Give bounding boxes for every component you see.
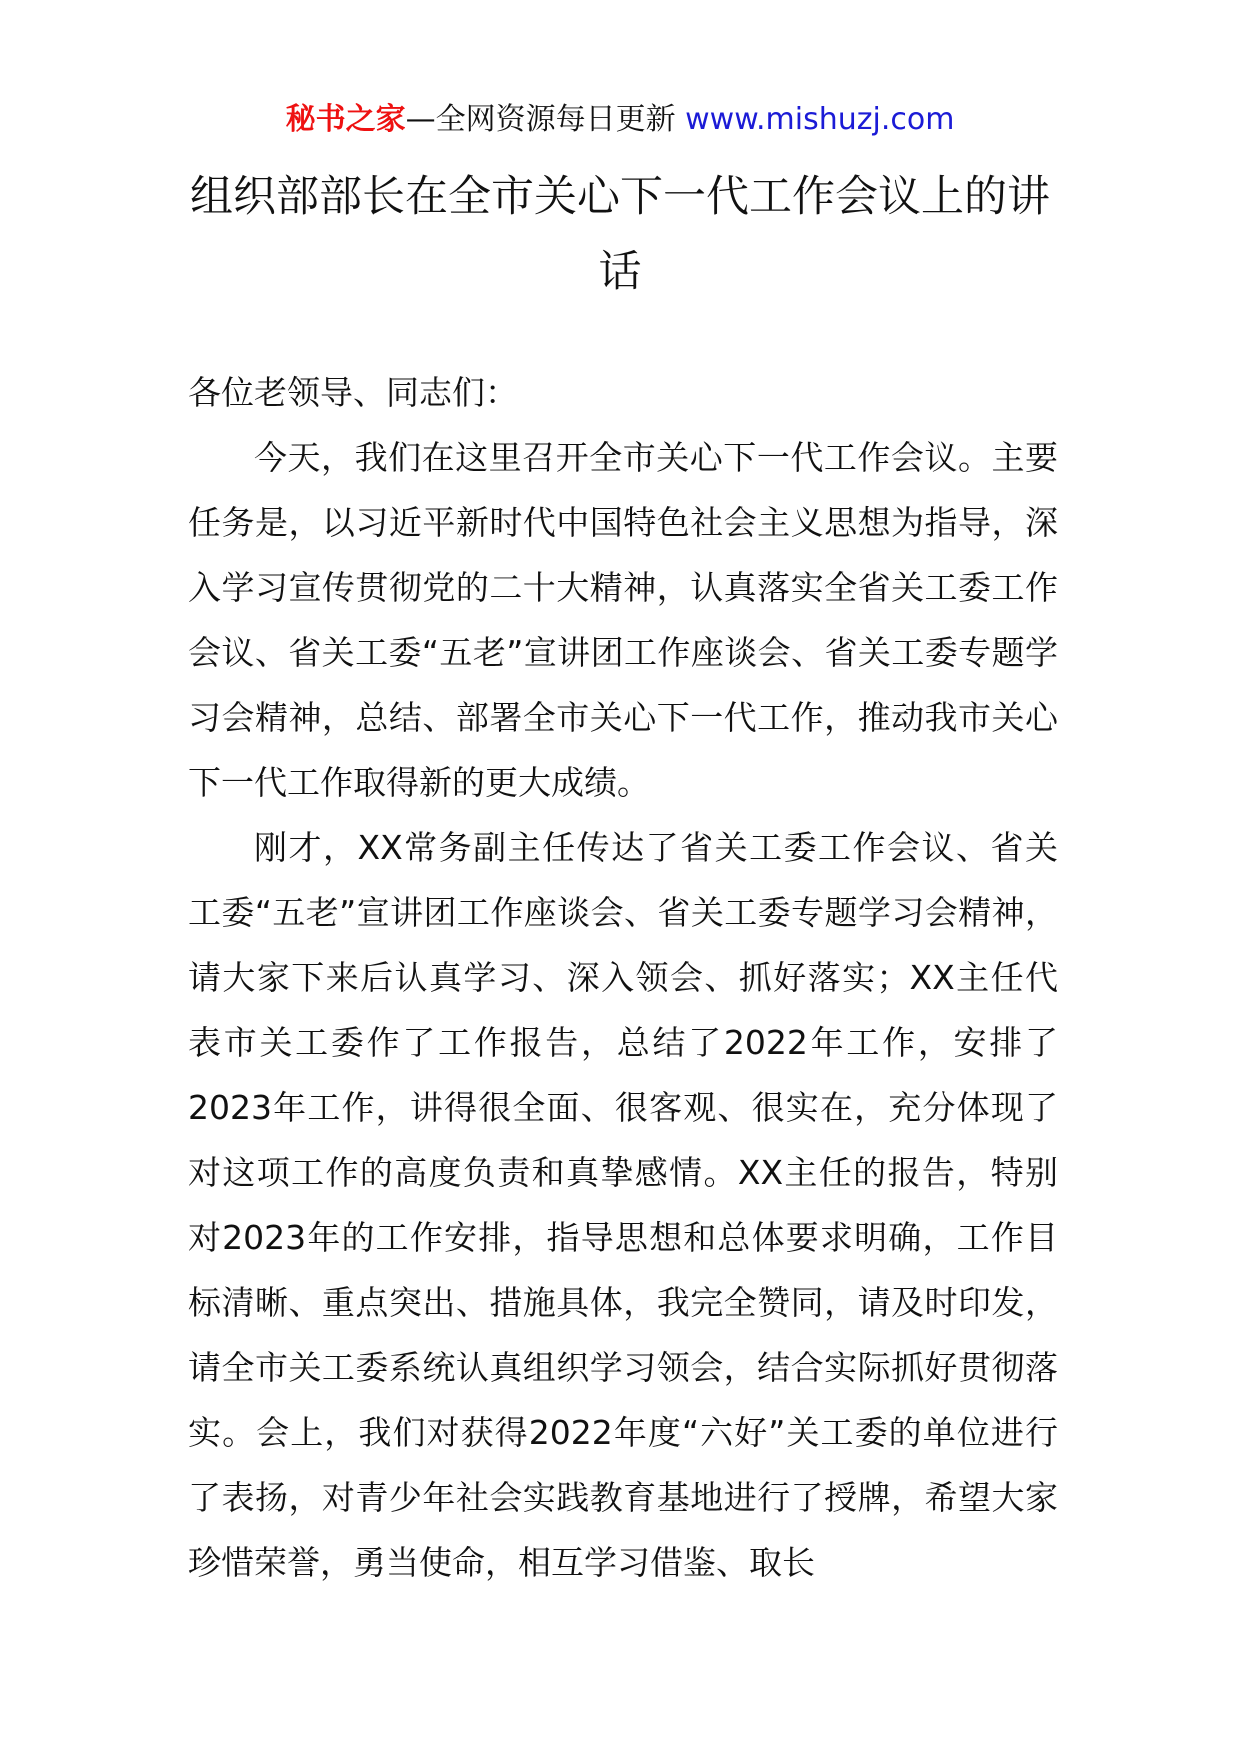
paragraph-2: 刚才，XX常务副主任传达了省关工委工作会议、省关工委“五老”宣讲团工作座谈会、省关工委专题学习会精神，请大家下来后认真学习、深入领会、抓好落实；XX主任代表市关工委作了工作报告，总结了2022年工作，安排了2023年工作，讲得很全面、很客观、很实在，充分体现了对这项工作的高度负责和真挚感情。XX主任的报告，特别对2023年的工作安排，指导思想和总体要求明确，工作目标清晰、重点突出、措施具体，我完全赞同，请及时印发，请全市关工委系统认真组织学习领会，结合实际抓好贯彻落实。会上，我们对获得2022年度“六好”关工委的单位进行了表扬，对青少年社会实践教育基地进行了授牌，希望大家珍惜荣誉，勇当使命，相互学习借鉴、取长 xyxy=(188,828,1058,1582)
page-header xyxy=(0,100,1240,140)
document-title: 组织部部长在全市关心下一代工作会议上的讲话 xyxy=(190,172,1050,297)
document-body xyxy=(188,360,1058,1595)
header-slogan: —全网资源每日更新 xyxy=(405,102,676,137)
site-url-link[interactable]: www.mishuzj.com xyxy=(685,102,955,137)
brand-name: 秘书之家 xyxy=(285,102,406,137)
salutation: 各位老领导、同志们： xyxy=(188,373,518,412)
paragraph-1: 今天，我们在这里召开全市关心下一代工作会议。主要任务是，以习近平新时代中国特色社会主义思想为指导，深入学习宣传贯彻党的二十大精神，认真落实全省关工委工作会议、省关工委“五老”宣讲团工作座谈会、省关工委专题学习会精神，总结、部署全市关心下一代工作，推动我市关心下一代工作取得新的更大成绩。 xyxy=(188,438,1058,802)
